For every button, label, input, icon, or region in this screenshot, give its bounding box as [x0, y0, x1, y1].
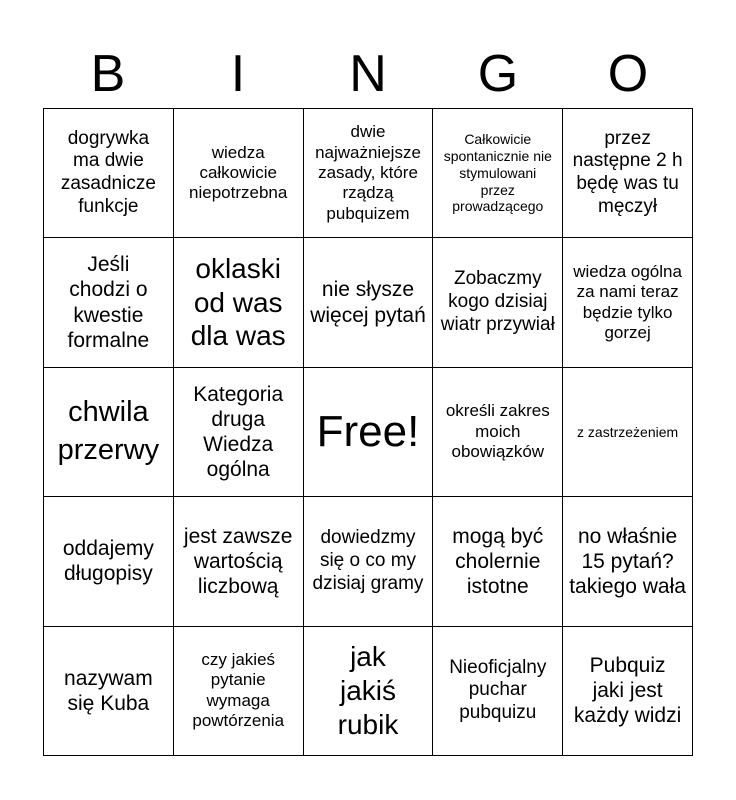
bingo-cell[interactable]: [174, 109, 304, 238]
bingo-cell[interactable]: [433, 109, 563, 238]
bingo-cell[interactable]: [433, 368, 563, 497]
bingo-cell[interactable]: [304, 238, 434, 367]
bingo-cell[interactable]: [44, 238, 174, 367]
cell-text: Pubquiz jaki jest każdy widzi: [573, 654, 682, 728]
bingo-cell[interactable]: [304, 109, 434, 238]
bingo-cell[interactable]: [174, 368, 304, 497]
cell-text: oddajemy długopisy: [62, 537, 154, 586]
header-letter-i: I: [230, 45, 246, 103]
free-space[interactable]: [304, 368, 434, 497]
cell-text: Zobaczmy kogo dzisiaj wiatr przywiał: [440, 268, 555, 335]
cell-text: czy jakieś pytanie wymaga powtórzenia: [192, 650, 285, 731]
cell-text: Całkowicie spontanicznie nie stymulowani przez prowadzącego: [443, 131, 552, 215]
cell-text: dowiedzmy się o co my dzisiaj gramy: [312, 527, 424, 594]
cell-text: wiedza całkowicie niepotrzebna: [189, 142, 288, 203]
bingo-grid: [43, 108, 693, 756]
bingo-cell[interactable]: [304, 627, 434, 756]
cell-text: Jeśli chodzi o kwestie formalne: [67, 253, 150, 352]
cell-text: Nieoficjalny puchar pubquizu: [449, 656, 547, 724]
cell-text: jest zawsze wartością liczbową: [183, 524, 293, 598]
cell-text: nie słysze więcej pytań: [310, 278, 426, 327]
cell-text: dogrywka ma dwie zasadnicze funkcje: [60, 127, 156, 217]
bingo-cell[interactable]: [563, 238, 693, 367]
bingo-cell[interactable]: [44, 109, 174, 238]
cell-text: no właśnie 15 pytań? takiego wała: [569, 524, 686, 598]
bingo-cell[interactable]: [433, 627, 563, 756]
free-space-label: Free!: [316, 406, 420, 456]
header-letter-n: N: [349, 45, 387, 103]
cell-text: wiedza ogólna za nami teraz będzie tylko gorzej: [573, 261, 682, 342]
bingo-cell[interactable]: [174, 497, 304, 626]
header-letter-g: G: [477, 45, 519, 103]
bingo-cell[interactable]: [563, 497, 693, 626]
cell-text: Kategoria druga Wiedza ogólna: [193, 382, 284, 482]
cell-text: oklaski od was dla was: [190, 253, 286, 352]
bingo-cell[interactable]: [304, 497, 434, 626]
bingo-cell[interactable]: [433, 497, 563, 626]
cell-text: określi zakres moich obowiązków: [445, 401, 550, 462]
header-letter-o: O: [607, 45, 649, 103]
cell-text: przez następne 2 h będę was tu męczył: [572, 127, 683, 217]
bingo-header: [43, 40, 693, 108]
cell-text: dwie najważniejsze zasady, które rządzą pubquizem: [315, 122, 421, 223]
header-letter-b: B: [90, 45, 126, 103]
bingo-cell[interactable]: [44, 368, 174, 497]
bingo-cell[interactable]: [174, 627, 304, 756]
bingo-cell[interactable]: [563, 109, 693, 238]
cell-text: chwila przerwy: [57, 396, 160, 466]
bingo-cell[interactable]: [563, 368, 693, 497]
cell-text: z zastrzeżeniem: [577, 423, 679, 440]
cell-text: jak jakiś rubik: [337, 641, 399, 740]
cell-text: nazywam się Kuba: [64, 666, 153, 715]
cell-text: mogą być cholernie istotne: [452, 524, 544, 598]
bingo-cell[interactable]: [563, 627, 693, 756]
bingo-cell[interactable]: [44, 497, 174, 626]
bingo-cell[interactable]: [44, 627, 174, 756]
bingo-cell[interactable]: [174, 238, 304, 367]
bingo-cell[interactable]: [433, 238, 563, 367]
